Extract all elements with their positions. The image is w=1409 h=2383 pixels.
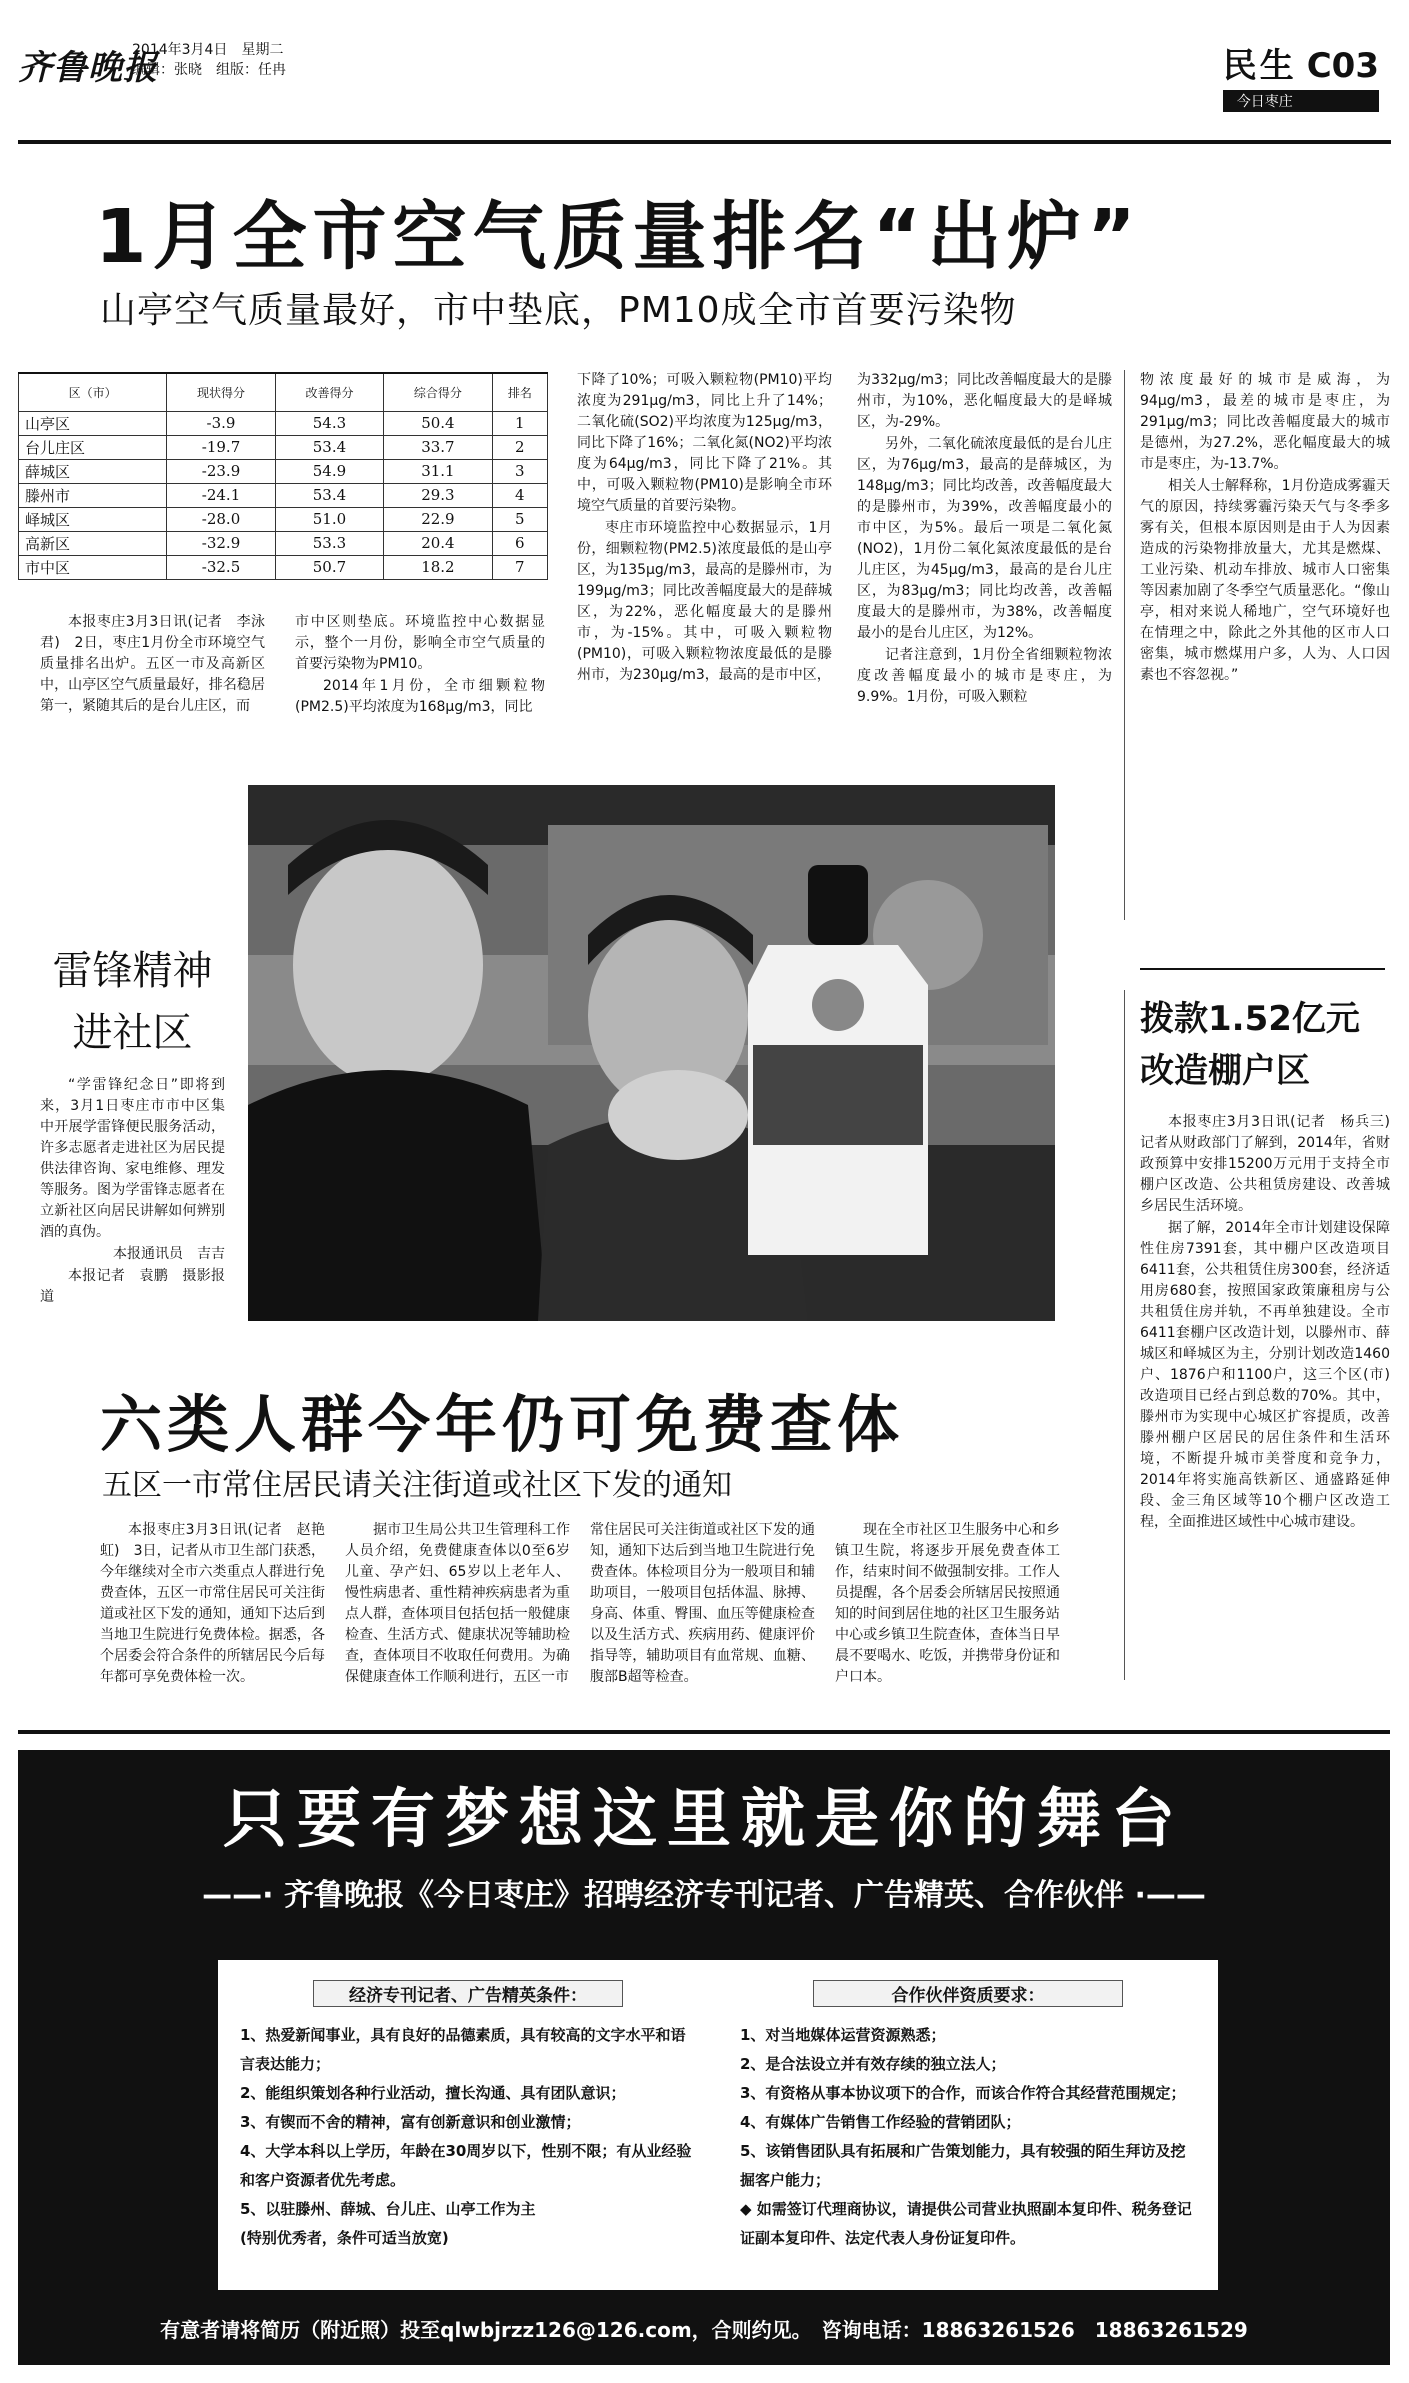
editor-credit: 编辑：张晓 组版：任冉 (132, 62, 286, 78)
table-row (19, 459, 548, 483)
table-cell: 台儿庄区 (19, 435, 167, 459)
paragraph: 枣庄市环境监控中心数据显示，1月份，细颗粒物(PM2.5)浓度最低的是山亭区，为135μg/m3，最高的是滕州市，为199μg/m3；同比改善幅度最大的是薛城区，为22%，恶化幅度最大的是滕州市，为-15%。其中，可吸入颗粒物(PM10)，可吸入颗粒物浓度最低的是滕州市，为230μg/m3，最高的是市中区， (577, 520, 832, 683)
table-cell: 31.1 (384, 459, 492, 483)
table-cell: -28.0 (167, 507, 275, 531)
ad-subtitle: ——· 齐鲁晚报《今日枣庄》招聘经济专刊记者、广告精英、合作伙伴 ·—— (202, 1878, 1206, 1913)
ad-title: 只要有梦想这里就是你的舞台 (223, 1782, 1185, 1857)
recruitment-ad (18, 1750, 1390, 2365)
requirements-heading: 合作伙伴资质要求： (813, 1980, 1123, 2007)
headline-line: 拨款1.52亿元 (1140, 999, 1360, 1039)
paragraph: 相关人士解释称，1月份造成雾霾天气的原因，持续雾霾污染天气与冬季多雾有关，但根本原因则是由于人为因素造成的污染物排放量大，尤其是燃煤、工业污染、机动车排放、城市人口密集等因素加剧了冬季空气质量恶化。“像山亭，相对来说人稀地广，空气环境好也在情理之中，除此之外其他的区市人口密集，城市燃煤用户多，人为、人口因素也不容忽视。” (1140, 478, 1390, 683)
ad-requirements-panel (218, 1960, 1218, 2290)
table-cell: 33.7 (384, 435, 492, 459)
story3-column-2 (345, 1520, 570, 1689)
table-cell: 29.3 (384, 483, 492, 507)
column-rule (1124, 370, 1125, 920)
table-row (19, 411, 548, 435)
table-cell: 2 (492, 435, 547, 459)
paragraph: 常住居民可关注街道或社区下发的通知，通知下达后到当地卫生院进行免费查体。体检项目分为一般项目和辅助项目，一般项目包括体温、脉搏、身高、体重、臀围、血压等健康检查以及生活方式、疾病用药、健康评价指导等，辅助项目有血常规、血糖、腹部B超等检查。 (590, 1522, 815, 1685)
requirement-item: 3、有锲而不舍的精神，富有创新意识和创业激情； (240, 2113, 581, 2131)
requirements-list (240, 2021, 696, 2253)
table-cell: -32.5 (167, 555, 275, 579)
table-cell: 6 (492, 531, 547, 555)
caption-text: “学雷锋纪念日”即将到来，3月1日枣庄市市中区集中开展学雷锋便民服务活动，许多志愿者走进社区为居民提供法律咨询、家电维修、理发等服务。图为学雷锋志愿者在立新社区向居民讲解如何辨别酒的真伪。 (40, 1077, 225, 1240)
table-cell: -23.9 (167, 459, 275, 483)
photo-illustration (248, 785, 1055, 1321)
story1-column-3 (577, 370, 832, 687)
table-cell: 51.0 (275, 507, 383, 531)
table-header-cell: 综合得分 (384, 373, 492, 411)
subheadline-air-quality: 山亭空气质量最好，市中垫底，PM10成全市首要污染物 (100, 290, 1017, 331)
headline-free-checkup: 六类人群今年仍可免费查体 (100, 1388, 905, 1461)
partner-requirements (718, 1960, 1218, 2290)
paragraph: 本报枣庄3月3日讯(记者 赵艳虹) 3日，记者从市卫生部门获悉，今年继续对全市六类重点人群进行免费查体，五区一市常住居民可关注街道或社区下发的通知，通知下达后到当地卫生院进行免费体检。据悉，各个居委会符合条件的所辖居民今后每年都可享免费体检一次。 (100, 1522, 325, 1685)
story2-rule (1140, 968, 1385, 970)
table-row (19, 531, 548, 555)
table-cell: 22.9 (384, 507, 492, 531)
section-header (1223, 38, 1379, 112)
masthead-logo: 齐鲁晚报 (18, 48, 158, 88)
story1-column-4 (857, 370, 1112, 709)
ad-top-rule (18, 1730, 1390, 1734)
table-row (19, 435, 548, 459)
story1-column-1 (40, 612, 265, 718)
table-cell: 54.9 (275, 459, 383, 483)
table-header-cell: 现状得分 (167, 373, 275, 411)
requirement-item: 5、以驻滕州、薛城、台儿庄、山亭工作为主 (240, 2200, 536, 2218)
requirement-item: 5、该销售团队具有拓展和广告策划能力，具有较强的陌生拜访及挖掘客户能力； (740, 2142, 1186, 2189)
requirement-item: (特别优秀者，条件可适当放宽) (240, 2229, 449, 2247)
table-row (19, 483, 548, 507)
table-cell: 3 (492, 459, 547, 483)
table-cell: 1 (492, 411, 547, 435)
table-cell: 5 (492, 507, 547, 531)
air-quality-ranking-table (18, 372, 548, 580)
news-photo-volunteers (248, 785, 1055, 1321)
table-header-cell: 改善得分 (275, 373, 383, 411)
edition-name: 今日枣庄 (1223, 90, 1379, 112)
table-cell: 滕州市 (19, 483, 167, 507)
requirement-item: 2、是合法设立并有效存续的独立法人； (740, 2055, 1006, 2073)
reporter-requirements (218, 1960, 718, 2290)
paragraph: 物浓度最好的城市是威海，为94μg/m3，最差的城市是枣庄，为291μg/m3；同比改善幅度最大的城市是德州，为27.2%，恶化幅度最大的城市是枣庄，为-13.7%。 (1140, 372, 1390, 472)
paragraph: 2014年1月份，全市细颗粒物(PM2.5)平均浓度为168μg/m3，同比 (295, 678, 545, 715)
table-cell: 市中区 (19, 555, 167, 579)
photo-title-line: 雷锋精神 (52, 948, 213, 994)
table-cell: -24.1 (167, 483, 275, 507)
table-cell: 53.4 (275, 483, 383, 507)
subheadline-free-checkup: 五区一市常住居民请关注街道或社区下发的通知 (102, 1468, 732, 1503)
requirement-item: 1、热爱新闻事业，具有良好的品德素质，具有较高的文字水平和语言表达能力； (240, 2026, 686, 2073)
table-cell: 50.7 (275, 555, 383, 579)
photo-story-title (40, 940, 225, 1064)
paragraph: 据市卫生局公共卫生管理科工作人员介绍，免费健康查体以0至6岁儿童、孕产妇、65岁以上老年人、慢性病患者、重性精神疾病患者为重点人群，查体项目包括包括一般健康检查、生活方式、健康状况等辅助检查，查体项目不收取任何费用。为确保健康查体工作顺利进行，五区一市 (345, 1522, 570, 1685)
table-cell: 20.4 (384, 531, 492, 555)
story3-column-1 (100, 1520, 325, 1689)
paragraph: 下降了10%；可吸入颗粒物(PM10)平均浓度为291μg/m3，同比上升了14%；二氧化硫(SO2)平均浓度为125μg/m3，同比下降了16%；二氧化氮(NO2)平均浓度为64μg/m3，同比下降了21%。其中，可吸入颗粒物(PM10)是影响全市环境空气质量的首要污染物。 (577, 372, 832, 514)
requirements-heading: 经济专刊记者、广告精英条件： (313, 1980, 623, 2007)
requirement-item: 4、有媒体广告销售工作经验的营销团队； (740, 2113, 1021, 2131)
headline-line: 改造棚户区 (1140, 1051, 1310, 1091)
table-header-cell: 排名 (492, 373, 547, 411)
requirement-item: 4、大学本科以上学历，年龄在30周岁以下，性别不限；有从业经验和客户资源者优先考虑。 (240, 2142, 692, 2189)
table-cell: 18.2 (384, 555, 492, 579)
paragraph: 市中区则垫底。环境监控中心数据显示，整个一月份，影响全市空气质量的首要污染物为PM10。 (295, 614, 545, 672)
requirements-list (740, 2021, 1196, 2253)
table-cell: 4 (492, 483, 547, 507)
requirement-item: 2、能组织策划各种行业活动，擅长沟通、具有团队意识； (240, 2084, 626, 2102)
story3-column-4 (835, 1520, 1060, 1689)
photo-credit: 本报记者 袁鹏 摄影报道 (40, 1268, 225, 1305)
dateline (132, 40, 286, 80)
table-cell: 53.4 (275, 435, 383, 459)
table-header-cell: 区（市） (19, 373, 167, 411)
table-cell: -3.9 (167, 411, 275, 435)
table-cell: -32.9 (167, 531, 275, 555)
story2-headline (1140, 993, 1360, 1097)
paragraph: 本报枣庄3月3日讯(记者 杨兵三) 记者从财政部门了解到，2014年，省财政预算中安排15200万元用于支持全市棚户区改造、公共租赁房建设、改善城乡居民生活环境。 (1140, 1114, 1404, 1214)
requirement-item: 3、有资格从事本协议项下的合作，而该合作符合其经营范围规定； (740, 2084, 1186, 2102)
table-cell: 峄城区 (19, 507, 167, 531)
requirement-item: 1、对当地媒体运营资源熟悉； (740, 2026, 946, 2044)
table-cell: 山亭区 (19, 411, 167, 435)
table-cell: 高新区 (19, 531, 167, 555)
table-cell: 7 (492, 555, 547, 579)
page-code: C03 (1306, 46, 1379, 86)
column-rule (1124, 990, 1125, 1680)
story1-column-2 (295, 612, 545, 719)
paragraph: 现在全市社区卫生服务中心和乡镇卫生院，将逐步开展免费查体工作，结束时间不做强制安排。工作人员提醒，各个居委会所辖居民按照通知的时间到居住地的社区卫生服务站中心或乡镇卫生院查体，查体当日早晨不要喝水、吃饭，并携带身份证和户口本。 (835, 1522, 1060, 1685)
requirement-item: ◆ 如需签订代理商协议，请提供公司营业执照副本复印件、税务登记证副本复印件、法定代表人身份证复印件。 (740, 2200, 1192, 2247)
story3-column-3 (590, 1520, 815, 1689)
table-cell: 53.3 (275, 531, 383, 555)
ad-contact-line: 有意者请将简历（附近照）投至qlwbjrzz126@126.com，合则约见。 咨询电话：18863261526 18863261529 (160, 2318, 1248, 2342)
table-cell: -19.7 (167, 435, 275, 459)
table-header-row (19, 373, 548, 411)
table-cell: 薛城区 (19, 459, 167, 483)
table-cell: 54.3 (275, 411, 383, 435)
table-row (19, 555, 548, 579)
paragraph: 据了解，2014年全市计划建设保障性住房7391套，其中棚户区改造项目6411套，公共租赁住房300套，经济适用房680套，按照国家政策廉租房与公共租赁住房并轨，不再单独建设。全市6411套棚户区改造计划，以滕州市、薛城区和峄城区为主，分别计划改造1460户、1876户和1100户，这三个区(市)改造项目已经占到总数的70%。其中，滕州市为实现中心城区扩容提质，改善滕州棚户区居民的居住条件和生活环境，不断提升城市美誉度和竞争力，2014年将实施高铁新区、通盛路延伸段、金三角区域等10个棚户区改造工程，全面推进区域性中心城市建设。 (1140, 1220, 1390, 1530)
photo-title-line: 进社区 (72, 1010, 193, 1056)
photo-caption (40, 1075, 225, 1309)
paragraph: 另外，二氧化硫浓度最低的是台儿庄区，为76μg/m3，最高的是薛城区，为148μg/m3；同比均改善，改善幅度最大的是滕州市，为39%，改善幅度最小的市中区，为5%。最后一项是二氧化氮(NO2)，1月份二氧化氮浓度最低的是台儿庄区，为45μg/m3，最高的是台儿庄区，为83μg/m3；同比均改善，改善幅度最大的是滕州市，为38%，改善幅度最小的是台儿庄区，为12%。 (857, 436, 1112, 641)
story1-column-5 (1140, 370, 1390, 687)
photo-credit: 本报通讯员 吉吉 (113, 1246, 225, 1262)
table-body (19, 411, 548, 579)
story2-body (1140, 1112, 1404, 1534)
table-cell: 50.4 (384, 411, 492, 435)
table-row (19, 507, 548, 531)
paragraph: 记者注意到，1月份全省细颗粒物浓度改善幅度最小的城市是枣庄，为9.9%。1月份，可吸入颗粒 (857, 647, 1112, 705)
section-name: 民生 (1222, 46, 1297, 86)
paragraph: 为332μg/m3；同比改善幅度最大的是滕州市，为10%，恶化幅度最大的是峄城区，为-29%。 (857, 372, 1112, 430)
paragraph: 本报枣庄3月3日讯(记者 李泳君) 2日，枣庄1月份全市环境空气质量排名出炉。五区一市及高新区中，山亭区空气质量最好，排名稳居第一，紧随其后的是台儿庄区，而 (40, 614, 265, 714)
issue-date: 2014年3月4日 星期二 (132, 42, 284, 58)
header-rule (18, 140, 1391, 144)
headline-air-quality: 1月全市空气质量排名“出炉” (95, 194, 1142, 280)
